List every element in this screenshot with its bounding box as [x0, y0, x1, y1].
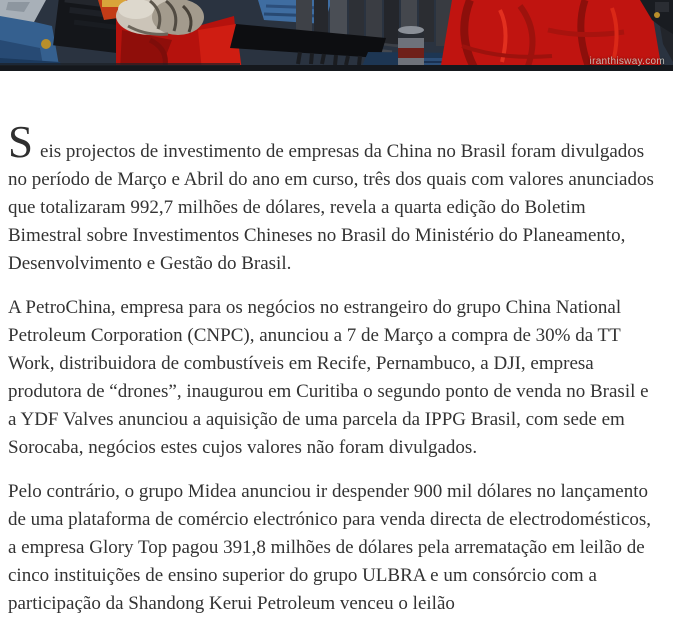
initial-letter: S	[8, 117, 34, 167]
gloved-fist	[116, 0, 204, 35]
paragraph-1	[8, 117, 660, 278]
image-watermark: iranthisway.com	[589, 56, 665, 67]
cylinder	[398, 26, 424, 71]
yellow-fitting	[41, 39, 51, 49]
oil-rig-photo-illustration	[0, 0, 673, 71]
article-body	[0, 71, 673, 618]
paragraph-2: A PetroChina, empresa para os negócios no estrangeiro do grupo China National Petroleum Corporation (CNPC), anunciou a 7 de Março a compra de 30% da TT Work, distribuidora de combustíveis em Recife, Pernambuco, a DJI, empresa produtora de “drones”, inaugurou em Curitiba o segundo ponto de venda no Brasil e a YDF Valves anunciou a aquisição de uma parcela da IPPG Brasil, com sede em Sorocaba, negócios estes cujos valores não foram divulgados.	[8, 297, 649, 458]
hero-image	[0, 0, 673, 71]
paragraph-1-text: eis projectos de investimento de empresas da China no Brasil foram divulgados no período de Março e Abril do ano em curso, três dos quais com valores anunciados que totalizaram 992,7 milhões de dólares, revela a quarta edição do Boletim Bimestral sobre Investimentos Chineses no Brasil do Ministério do Planeamento, Desenvolvimento e Gestão do Brasil.	[8, 141, 654, 274]
paragraph-3: Pelo contrário, o grupo Midea anunciou ir despender 900 mil dólares no lançamento de uma plataforma de comércio electrónico para venda directa de electrodomésticos, a empresa Glory Top pagou 391,8 milhões de dólares pela arrematação em leilão de cinco instituições de ensino superior do grupo ULBRA e um consórcio com a participação da Shandong Kerui Petroleum venceu o leilão	[8, 481, 652, 614]
